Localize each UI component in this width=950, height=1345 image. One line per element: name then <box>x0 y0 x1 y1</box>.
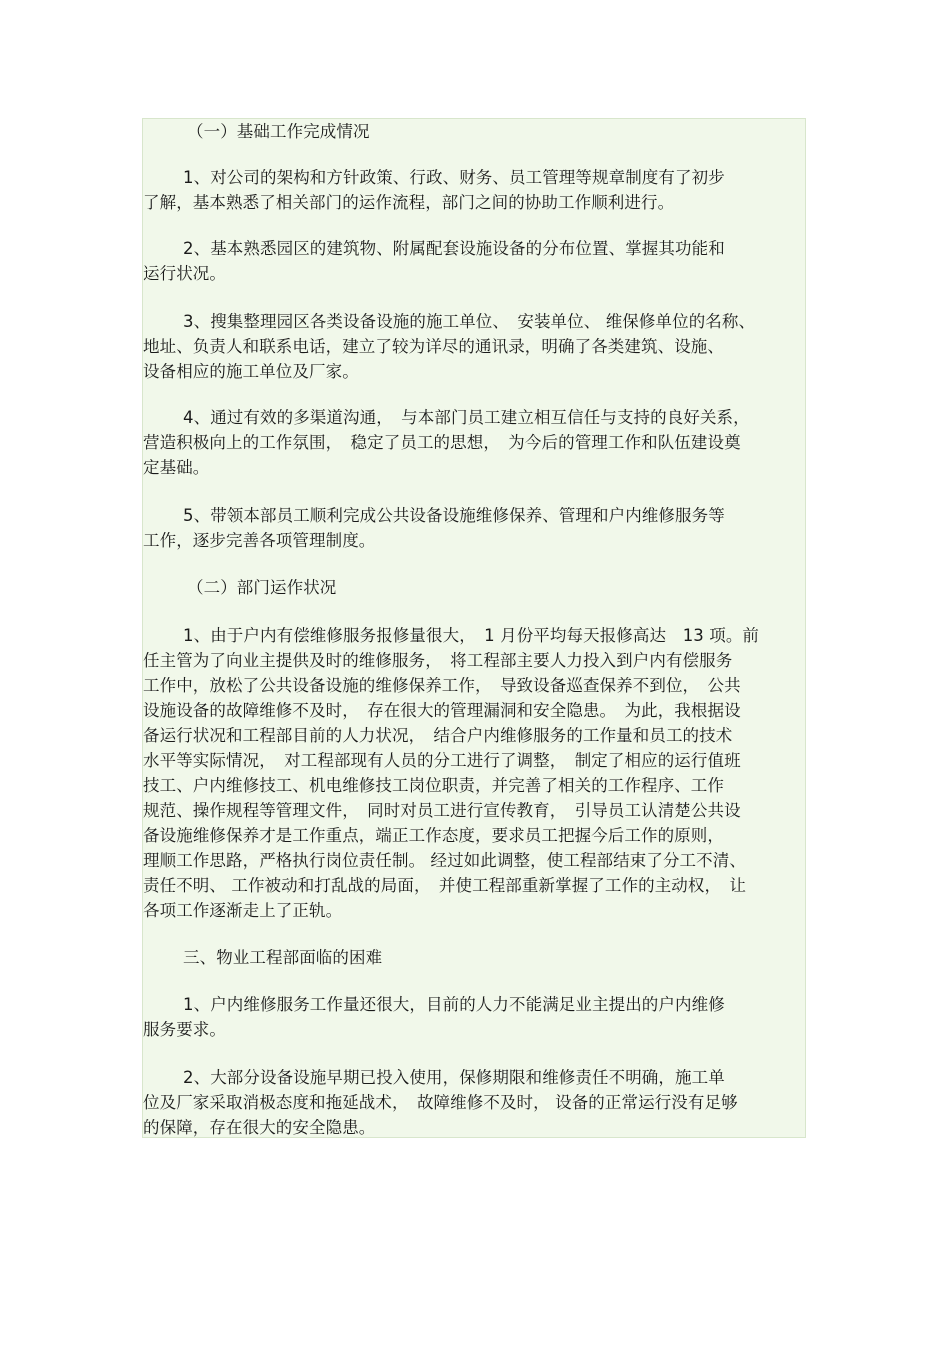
section-heading-2: （二）部门运作状况 <box>187 578 337 597</box>
paragraph-6-line-9: 备设施维修保养才是工作重点，端正工作态度，要求员工把握今后工作的原则， <box>143 826 724 845</box>
paragraph-4-line-1: 4、通过有效的多渠道沟通， 与本部门员工建立相互信任与支持的良好关系， <box>183 408 750 427</box>
paragraph-4-line-3: 定基础。 <box>143 458 210 477</box>
paragraph-6-line-5: 备运行状况和工程部目前的人力状况， 结合户内维修服务的工作量和员工的技术 <box>143 726 733 745</box>
paragraph-1-line-2: 了解，基本熟悉了相关部门的运作流程，部门之间的协助工作顺利进行。 <box>143 193 675 212</box>
paragraph-5-line-2: 工作，逐步完善各项管理制度。 <box>143 531 376 550</box>
paragraph-6-line-1: 1、由于户内有偿维修服务报修量很大， 1 月份平均每天报修高达 13 项。前 <box>183 626 760 645</box>
paragraph-6-line-6: 水平等实际情况， 对工程部现有人员的分工进行了调整， 制定了相应的运行值班 <box>143 751 741 770</box>
paragraph-6-line-10: 理顺工作思路，严格执行岗位责任制。 经过如此调整，使工程部结束了分工不清、 <box>143 851 746 870</box>
paragraph-3-line-3: 设备相应的施工单位及厂家。 <box>143 362 359 381</box>
paragraph-6-line-8: 规范、操作规程等管理文件， 同时对员工进行宣传教育， 引导员工认清楚公共设 <box>143 801 741 820</box>
document-panel <box>142 118 806 1138</box>
paragraph-1-line-1: 1、对公司的架构和方针政策、行政、财务、员工管理等规章制度有了初步 <box>183 168 725 187</box>
paragraph-5-line-1: 5、带领本部员工顺利完成公共设备设施维修保养、管理和户内维修服务等 <box>183 506 725 525</box>
paragraph-6-line-4: 设施设备的故障维修不及时， 存在很大的管理漏洞和安全隐患。 为此，我根据设 <box>143 701 741 720</box>
section-heading-1: （一）基础工作完成情况 <box>187 122 370 141</box>
paragraph-6-line-12: 各项工作逐渐走上了正轨。 <box>143 901 343 920</box>
paragraph-4-line-2: 营造积极向上的工作氛围， 稳定了员工的思想， 为今后的管理工作和队伍建设奠 <box>143 433 741 452</box>
paragraph-3-line-2: 地址、负责人和联系电话，建立了较为详尽的通讯录，明确了各类建筑、设施、 <box>143 337 724 356</box>
paragraph-6-line-7: 技工、户内维修技工、机电维修技工岗位职责，并完善了相关的工作程序、工作 <box>143 776 724 795</box>
paragraph-7-line-1: 1、户内维修服务工作量还很大，目前的人力不能满足业主提出的户内维修 <box>183 995 725 1014</box>
section-heading-3: 三、物业工程部面临的困难 <box>183 948 383 967</box>
paragraph-8-line-3: 的保障，存在很大的安全隐患。 <box>143 1118 376 1137</box>
paragraph-2-line-1: 2、基本熟悉园区的建筑物、附属配套设施设备的分布位置、掌握其功能和 <box>183 239 725 258</box>
paragraph-3-line-1: 3、搜集整理园区各类设备设施的施工单位、 安装单位、 维保修单位的名称、 <box>183 312 756 331</box>
paragraph-6-line-3: 工作中，放松了公共设备设施的维修保养工作， 导致设备巡查保养不到位， 公共 <box>143 676 741 695</box>
paragraph-6-line-2: 任主管为了向业主提供及时的维修服务， 将工程部主要人力投入到户内有偿服务 <box>143 651 733 670</box>
paragraph-2-line-2: 运行状况。 <box>143 264 226 283</box>
paragraph-8-line-1: 2、大部分设备设施早期已投入使用，保修期限和维修责任不明确，施工单 <box>183 1068 725 1087</box>
paragraph-7-line-2: 服务要求。 <box>143 1020 226 1039</box>
paragraph-8-line-2: 位及厂家采取消极态度和拖延战术， 故障维修不及时， 设备的正常运行没有足够 <box>143 1093 738 1112</box>
paragraph-6-line-11: 责任不明、 工作被动和打乱战的局面， 并使工程部重新掌握了工作的主动权， 让 <box>143 876 747 895</box>
